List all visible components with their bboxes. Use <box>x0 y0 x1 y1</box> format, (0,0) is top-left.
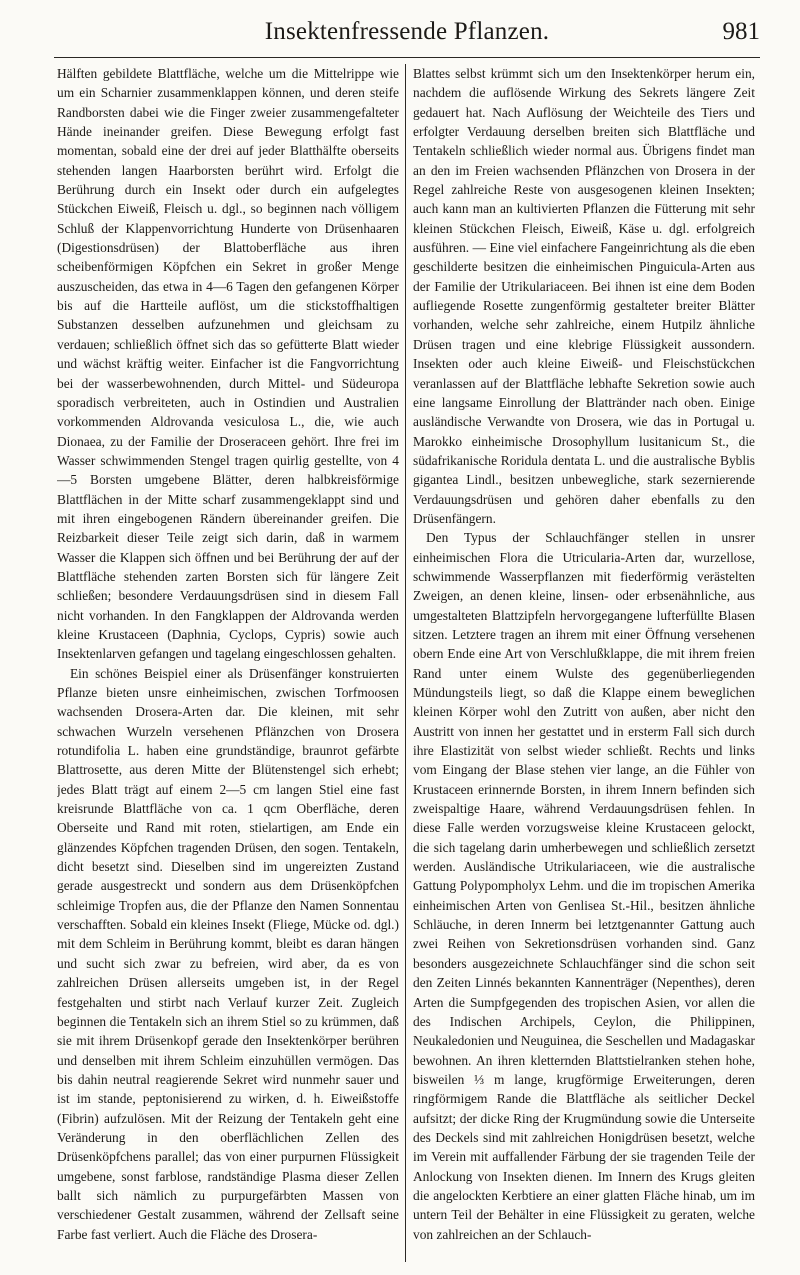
right-column <box>413 64 755 1262</box>
column-divider <box>405 64 406 1262</box>
running-title: Insektenfressende Pflanzen. <box>264 18 550 45</box>
page-number: 981 <box>722 18 760 45</box>
paragraph: Hälften gebildete Blattfläche, welche um die Mittelrippe wie um ein Scharnier zusammenklappen können, und deren steife Randborsten dabei wie die Finger zweier zusammengefalteter Hände ineinander greifen. Diese Bewegung erfolgt fast momentan, sobald eine der drei auf jeder Blatthälfte oberseits stehenden langen Haarborsten berührt wird. Erfolgt die Berührung durch ein Insekt oder durch ein aufgelegtes Stückchen Eiweiß, Fleisch u. dgl., so beginnen nach völligem Schluß der Klappenvorrichtung Hunderte von Drüsenhaaren (Digestionsdrüsen) der Blattoberfläche aus ihren scheibenförmigen Köpfchen ein Sekret in großer Menge auszuscheiden, das etwa in 4—6 Tagen den gefangenen Körper bis auf die Hartteile auflöst, um die stickstoffhaltigen Substanzen desselben aufzunehmen und gleichsam zu verdauen; schließlich öffnet sich das so gefütterte Blatt wieder und wächst kräftig weiter. Einfacher ist die Fangvorrichtung bei der wasserbewohnenden, durch Mittel- und Südeuropa sporadisch verbreiteten, auch in Ostindien und Australien vorkommenden Aldrovanda vesiculosa L., die, wie auch Dionaea, zu der Familie der Droseraceen gehört. Ihre frei im Wasser schwimmenden Stengel tragen quirlig gestellte, von 4—5 Borsten umgebene Blätter, deren halbkreisförmige Blattflächen in der Mitte scharf zusammengeklappt sind und mit ihren eingebogenen Rändern übereinander greifen. Die Reizbarkeit dieser Teile zeigt sich darin, daß in warmem Wasser die Klappen sich öffnen und bei Berührung der auf der Blattfläche stehenden zarten Borsten sich für längere Zeit schließen; besondere Verdauungsdrüsen sind in diesem Fall nicht vorhanden. In den Fangklappen der Aldrovanda werden kleine Krustaceen (Daphnia, Cyclops, Cypris) sowie auch Insektenlarven gefangen und tagelang eingeschlossen gehalten. <box>57 66 399 662</box>
paragraph: Blattes selbst krümmt sich um den Insektenkörper herum ein, nachdem die auflösende Wirkung des Sekrets längere Zeit gedauert hat. Nach Auflösung der Weichteile des Tiers und erfolgter Verdauung derselben breiten sich Blattfläche und Tentakeln schließlich wieder normal aus. Übrigens findet man an den im Freien wachsenden Pflänzchen von Drosera in der Regel zahlreiche Reste von ausgesogenen kleinen Insekten; auch kann man an kultivierten Pflanzen die Fütterung mit sehr kleinen Stückchen Fleisch, Eiweiß, Käse u. dgl. erfolgreich ausführen. — Eine viel einfachere Fangeinrichtung als die eben geschilderte besitzen die einheimischen Pinguicula-Arten aus der Familie der Utrikulariaceen. Bei ihnen ist eine dem Boden aufliegende Rosette zungenförmig gestalteter breiter Blätter vorhanden, welche sehr zahlreiche, einem Hutpilz ähnliche Drüsen tragen und eine klebrige Flüssigkeit aussondern. Insekten oder auch kleine Eiweiß- und Fleischstückchen veranlassen auf der Blattfläche lebhafte Sekretion sowie auch eine langsame Einrollung der Blattränder nach oben. Einige ausländische Verwandte von Drosera, wie das in Portugal u. Marokko einheimische Drosophyllum lusitanicum St., die südafrikanische Roridula dentata L. und die australische Byblis gigantea Lindl., besitzen unbewegliche, stark sezernierende Verdauungsdrüsen und gehören daher ebenfalls zu den Drüsenfängern. <box>413 66 755 526</box>
paragraph: Den Typus der Schlauchfänger stellen in unsrer einheimischen Flora die Utricularia-Arten dar, wurzellose, schwimmende Wasserpflanzen mit fiederförmig verästelten Zweigen, an denen kleine, linsen- oder erbsenähnliche, aus umgestalteten Blattzipfeln hervorgegangene lufterfüllte Blasen sitzen. Letztere tragen an ihrem mit einer Öffnung versehenen obern Ende eine Art von Verschlußklappe, die mit ihrem freien Rand unter einem Wulste des gegenüberliegenden Mündungsteils liegt, so daß die Klappe einem beweglichen kleinen Körper wohl den Zutritt von außen, aber nicht den Austritt von innen her gestattet und in ersterm Fall sich durch ihre Elastizität von selbst wieder schließt. Rechts und links vom Eingang der Blase stehen vier lange, an die Fühler von Krustaceen erinnernde Borsten, in ihrem Innern befinden sich zweispaltige Haare, während Verdauungsdrüsen fehlen. In diese Falle werden vorzugsweise kleine Krustaceen gelockt, die sich tagelang darin umherbewegen und schließlich zersetzt werden. Ausländische Utrikulariaceen, wie die australische Gattung Polypompholyx Lehm. und die im tropischen Amerika einheimischen Arten von Genlisea St.-Hil., besitzen ähnliche Schläuche, in deren Innerm bei letztgenannter Gattung auch zwei Reihen von Sekretionsdrüsen vorhanden sind. Ganz besonders ausgezeichnete Schlauchfänger sind die schon seit den Zeiten Linnés bekannten Kannenträger (Nepenthes), deren Arten die Sumpfgegenden des tropischen Asien, vor allen die des Indischen Archipels, Ceylon, die Philippinen, Neukaledonien und Neuguinea, die Seschellen und Madagaskar bewohnen. An ihren kletternden Blattstielranken stehen hohe, bisweilen ⅓ m lange, krugförmige Erweiterungen, deren ringförmigem Rande die Blattfläche als seitlicher Deckel aufsitzt; der dicke Ring der Krugmündung sowie die Unterseite des Deckels sind mit zahlreichen Honigdrüsen besetzt, welche im Verein mit auffallender Färbung der sie tragenden Teile der Anlockung von Insekten dienen. Im Innern des Krugs gleiten die angelockten Kerbtiere an einer glatten Fläche hinab, um im untern Teil der Behälter in eine Flüssigkeit zu geraten, welche von zahlreichen an der Schlauch- <box>413 530 755 1242</box>
page-header <box>54 14 760 54</box>
paragraph: Ein schönes Beispiel einer als Drüsenfänger konstruierten Pflanze bieten unsre einheimischen, zwischen Torfmoosen wachsenden Drosera-Arten dar. Die kleinen, mit sehr schwachen Wurzeln versehenen Pflänzchen von Drosera rotundifolia L. haben eine grundständige, braunrot gefärbte Blattrosette, aus deren Mitte der Blütenstengel sich erhebt; jedes Blatt trägt auf einem 2—5 cm langen Stiel eine fast kreisrunde Blattfläche von ca. 1 qcm Oberfläche, deren Oberseite und Rand mit roten, stielartigen, am Ende ein glänzendes Köpfchen tragenden Drüsen, den sogen. Tentakeln, dicht besetzt sind. Dieselben sind im ungereizten Zustand gerade ausgestreckt und sondern aus dem Drüsenköpfchen schleimige Tropfen aus, die der Pflanze den Namen Sonnentau verschafften. Sobald ein kleines Insekt (Fliege, Mücke od. dgl.) mit dem Schleim in Berührung kommt, bleibt es daran hängen und sucht sich zwar zu befreien, wird aber, da es von zahlreichen Drüsen allerseits umgeben ist, in der Regel festgehalten und stirbt nach Verlauf kurzer Zeit. Zugleich beginnen die Tentakeln sich an ihrem Stiel so zu krümmen, daß sie mit ihrem Drüsenkopf gerade den Insektenkörper berühren und denselben mit ihrem Schleim einzuhüllen vermögen. Das bis dahin neutral reagierende Sekret wird nunmehr sauer und ist im stande, peptonisierend zu wirken, d. h. Eiweißstoffe (Fibrin) aufzulösen. Mit der Reizung der Tentakeln geht eine Veränderung in den oberflächlichen Zellen des Drüsenköpfchens parallel; das von einer purpurnen Flüssigkeit umgebene, sonst farblose, randständige Plasma dieser Zellen ballt sich nämlich zu purpurgefärbten Massen von verschiedener Gestalt zusammen, während der Zellsaft seine Farbe fast verliert. Auch die Fläche des Drosera- <box>57 665 399 1242</box>
header-rule <box>54 57 760 58</box>
left-column <box>57 64 399 1262</box>
